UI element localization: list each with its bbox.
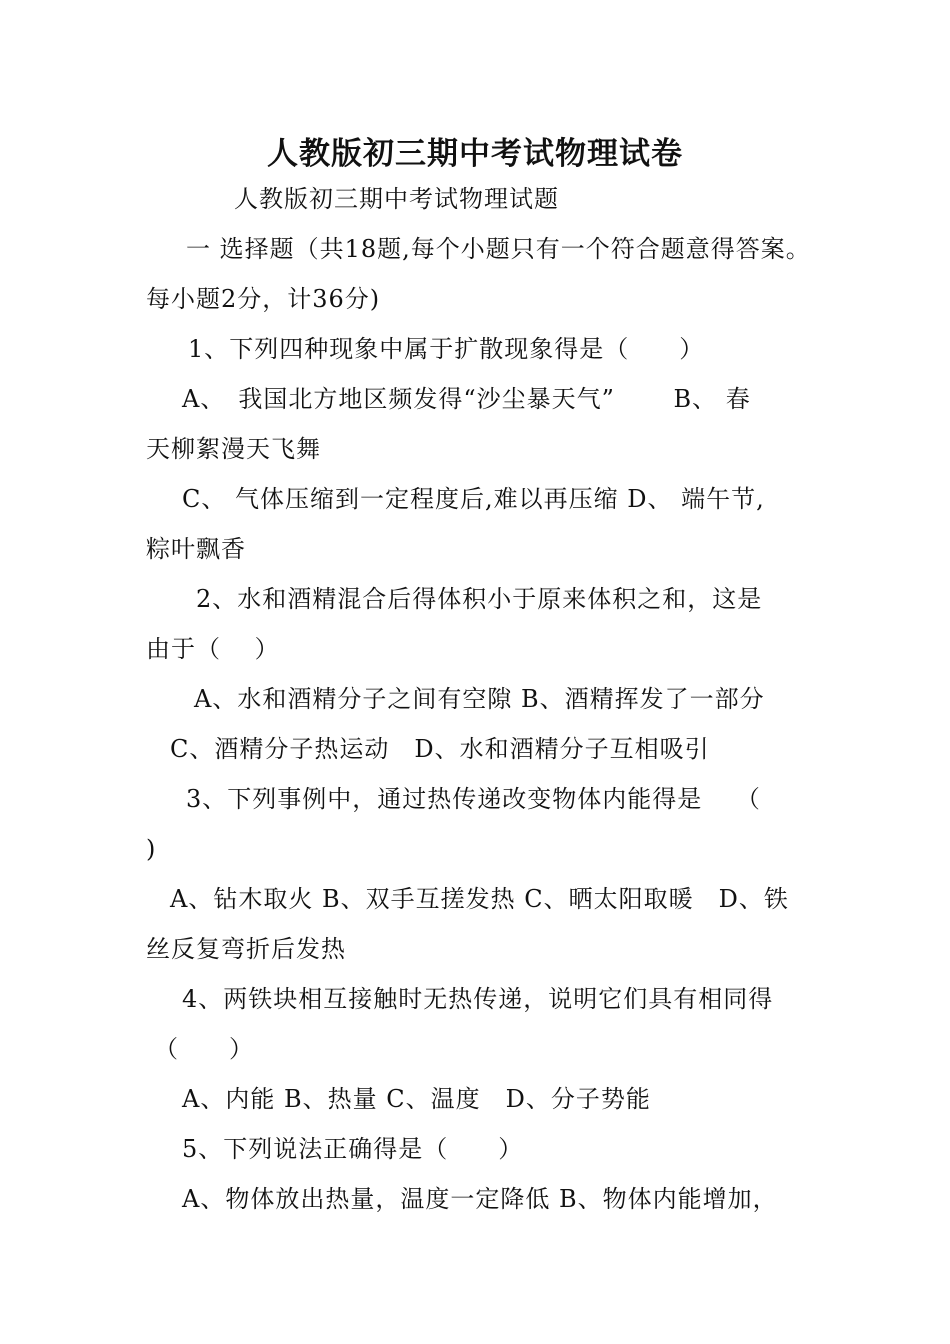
- question-3-options: A、钻木取火 B、双手互搓发热 C、晒太阳取暖 D、铁: [170, 885, 789, 913]
- question-3-stem-continuation: ): [146, 835, 157, 863]
- document-title: 人教版初三期中考试物理试卷: [267, 136, 683, 172]
- question-4-options: A、内能 B、热量 C、温度 D、分子势能: [182, 1085, 651, 1113]
- question-1-options-b-continuation: 天柳絮漫天飞舞: [146, 435, 321, 463]
- question-4-stem-continuation: （ ）: [154, 1035, 254, 1063]
- question-1-options-ab: A、 我国北方地区频发得“沙尘暴天气” B、 春: [182, 385, 751, 413]
- question-2-options-cd: C、酒精分子热运动 D、水和酒精分子互相吸引: [170, 735, 710, 763]
- section-heading-continuation: 每小题2分，计36分): [146, 285, 381, 313]
- subtitle-line: 人教版初三期中考试物理试题: [234, 185, 559, 213]
- question-2-stem: 2、水和酒精混合后得体积小于原来体积之和，这是: [196, 585, 763, 613]
- question-2-stem-continuation: 由于（ ）: [146, 635, 280, 663]
- question-1-stem: 1、下列四种现象中属于扩散现象得是（ ）: [188, 335, 705, 363]
- section-heading-line: 一 选择题（共18题,每个小题只有一个符合题意得答案。: [186, 235, 811, 263]
- question-3-options-continuation: 丝反复弯折后发热: [146, 935, 346, 963]
- question-4-stem: 4、两铁块相互接触时无热传递，说明它们具有相同得: [182, 985, 774, 1013]
- question-1-options-cd: C、 气体压缩到一定程度后,难以再压缩 D、 端午节,: [182, 485, 765, 513]
- question-5-options-ab: A、物体放出热量，温度一定降低 B、物体内能增加，: [182, 1185, 778, 1213]
- question-2-options-ab: A、水和酒精分子之间有空隙 B、酒精挥发了一部分: [194, 685, 765, 713]
- question-1-options-d-continuation: 粽叶飘香: [146, 535, 246, 563]
- question-3-stem: 3、下列事例中，通过热传递改变物体内能得是 （: [186, 785, 761, 813]
- question-5-stem: 5、下列说法正确得是（ ）: [182, 1135, 524, 1163]
